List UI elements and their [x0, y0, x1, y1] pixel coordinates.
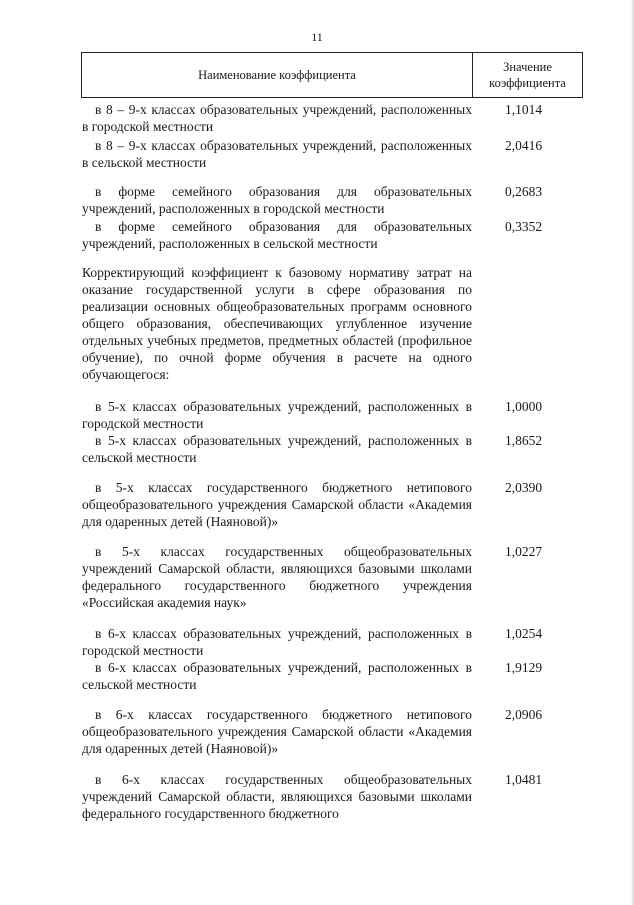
coefficient-row-value: 1,0254 [505, 626, 543, 641]
column-header-name: Наименование коэффициента [82, 53, 473, 97]
coefficient-row-label: в 8 – 9-х классах образовательных учреждений, расположенных в городской местности [82, 102, 472, 134]
coefficient-row-value: 1,8652 [505, 433, 543, 448]
coefficient-row-value: 1,9129 [505, 660, 543, 675]
coefficient-row-label: в 8 – 9-х классах образовательных учреждений, расположенных в сельской местности [82, 138, 472, 170]
coefficient-row-value: 1,0227 [505, 544, 543, 559]
coefficient-row-label: в 5-х классах образовательных учреждений, расположенных в городской местности [82, 399, 472, 431]
coefficient-row-value: 2,0906 [505, 707, 543, 722]
coefficient-row-value: 0,3352 [505, 219, 543, 234]
coefficient-row-label: в форме семейного образования для образовательных учреждений, расположенных в городской местности [82, 184, 472, 216]
coefficient-row-value: 1,0481 [505, 772, 543, 787]
coefficient-row-value: 2,0390 [505, 480, 543, 495]
coefficient-row-label: в 6-х классах государственного бюджетного нетипового общеобразовательного учреждения Самарской области «Академия для одаренных детей (Наяновой)» [82, 707, 472, 756]
coefficient-row-label: в форме семейного образования для образовательных учреждений, расположенных в сельской местности [82, 219, 472, 251]
column-header-value [473, 53, 582, 97]
table-header [81, 52, 583, 98]
coefficient-row-value: 1,1014 [505, 102, 543, 117]
coefficient-row-value: 0,2683 [505, 184, 543, 199]
coefficient-row-label: в 6-х классах образовательных учреждений, расположенных в городской местности [82, 626, 472, 658]
coefficient-row-label: в 6-х классах образовательных учреждений, расположенных в сельской местности [82, 660, 472, 692]
section-heading: Корректирующий коэффициент к базовому нормативу затрат на оказание государственной услуги в сфере образования по реализации основных общеобразовательных программ основного общего образования, обеспечивающих углубленное изучение отдельных учебных предметов, предметных областей (профильное обучение), по очной форме обучения в расчете на одного обучающегося: [82, 265, 472, 382]
coefficient-row-label: в 5-х классах государственных общеобразовательных учреждений Самарской области, являющихся базовыми школами федерального государственного бюджетного учреждения «Российская академия наук» [82, 544, 472, 610]
column-header-value-line2: коэффициента [489, 76, 566, 90]
coefficient-row-label: в 5-х классах государственного бюджетного нетипового общеобразовательного учреждения Самарской области «Академия для одаренных детей (Наяновой)» [82, 480, 472, 529]
coefficient-row-label: в 5-х классах образовательных учреждений, расположенных в сельской местности [82, 433, 472, 465]
coefficient-row-value: 2,0416 [505, 138, 543, 153]
column-header-value-line1: Значение [503, 59, 552, 74]
page-number: 11 [311, 30, 323, 44]
coefficient-row-value: 1,0000 [505, 399, 543, 414]
coefficient-row-label: в 6-х классах государственных общеобразовательных учреждений Самарской области, являющихся базовыми школами федерального государственного бюджетного [82, 772, 472, 821]
